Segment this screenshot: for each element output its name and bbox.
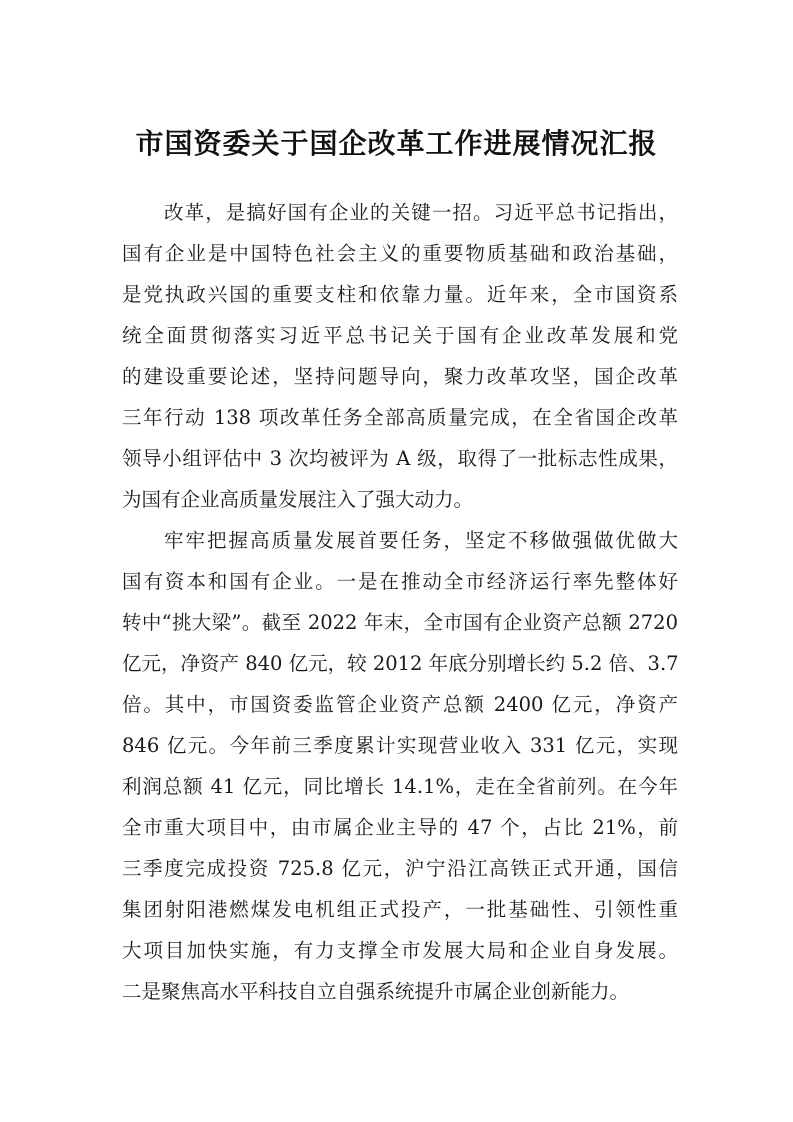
paragraph-line: 三季度完成投资 725.8 亿元，沪宁沿江高铁正式开通，国信	[122, 857, 678, 880]
paragraph-line: 转中“挑大梁”。截至 2022 年末，全市国有企业资产总额 2720	[122, 611, 678, 634]
paragraph-line: 是党执政兴国的重要支柱和依靠力量。近年来，全市国资系	[122, 283, 678, 306]
paragraph-line: 利润总额 41 亿元，同比增长 14.1%，走在全省前列。在今年	[122, 775, 678, 798]
paragraph-line: 846 亿元。今年前三季度累计实现营业收入 331 亿元，实现	[122, 734, 678, 757]
paragraph-line: 牢牢把握高质量发展首要任务，坚定不移做强做优做大	[164, 529, 678, 552]
paragraph-line: 集团射阳港燃煤发电机组正式投产，一批基础性、引领性重	[122, 898, 678, 921]
paragraph-line: 倍。其中，市国资委监管企业资产总额 2400 亿元，净资产	[122, 693, 678, 716]
paragraph-line: 领导小组评估中 3 次均被评为 A 级，取得了一批标志性成果，	[122, 447, 678, 470]
paragraph-line: 二是聚焦高水平科技自立自强系统提升市属企业创新能力。	[122, 980, 630, 1003]
paragraph-line: 国有企业是中国特色社会主义的重要物质基础和政治基础，	[122, 242, 678, 265]
paragraph-line: 国有资本和国有企业。一是在推动全市经济运行率先整体好	[122, 570, 678, 593]
paragraph-line: 统全面贯彻落实习近平总书记关于国有企业改革发展和党	[122, 324, 678, 347]
paragraph-line: 亿元，净资产 840 亿元，较 2012 年底分别增长约 5.2 倍、3.7	[122, 652, 679, 675]
paragraph-line: 大项目加快实施，有力支撑全市发展大局和企业自身发展。	[122, 939, 678, 962]
paragraph-line: 的建设重要论述，坚持问题导向，聚力改革攻坚，国企改革	[122, 365, 678, 388]
document-body	[122, 192, 678, 1012]
paragraph-line: 为国有企业高质量发展注入了强大动力。	[122, 488, 474, 511]
paragraph-line: 三年行动 138 项改革任务全部高质量完成，在全省国企改革	[122, 406, 678, 429]
paragraph-line: 全市重大项目中，由市属企业主导的 47 个，占比 21%，前	[122, 816, 678, 839]
paragraph-line: 改革，是搞好国有企业的关键一招。习近平总书记指出，	[164, 201, 678, 224]
document-title: 市国资委关于国企改革工作进展情况汇报	[135, 127, 658, 160]
